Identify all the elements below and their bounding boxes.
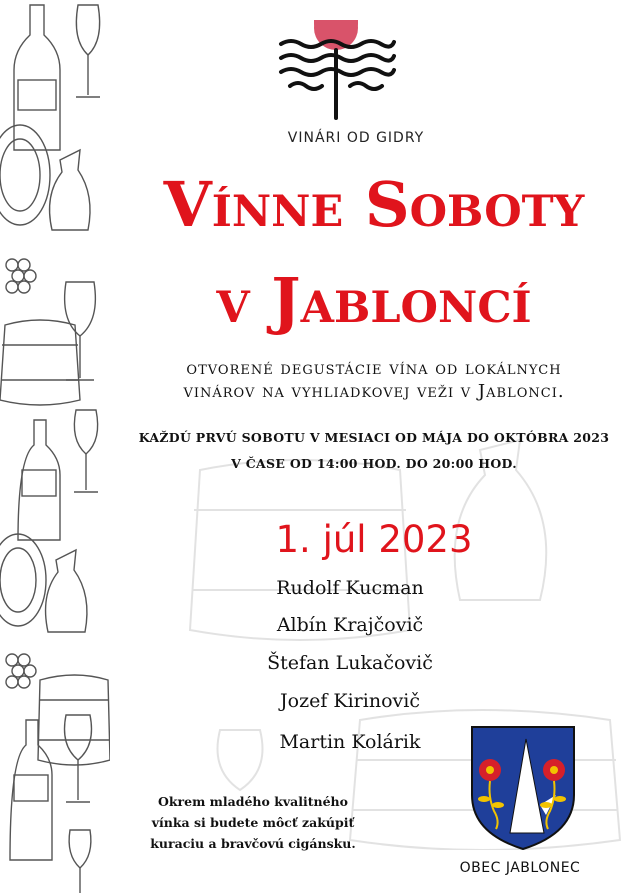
- winemaker-name: Rudolf Kucman: [276, 577, 424, 599]
- event-date: 1. júl 2023: [275, 518, 473, 561]
- winemaker-name: Albín Krajčovič: [276, 614, 424, 636]
- subtitle-line-2: vinárov na vyhliadkovej veži v Jablonci.: [183, 381, 565, 402]
- subtitle-line-1: otvorené degustácie vína od lokálnych: [186, 358, 562, 379]
- logo-brand-text: VINÁRI OD GIDRY: [287, 130, 425, 146]
- winemaker-name: Martin Kolárik: [279, 731, 421, 753]
- page-title-line-2: v Jabloncí: [216, 264, 532, 337]
- municipality-name: OBEC JABLONEC: [459, 860, 581, 876]
- vinari-logo-icon: [276, 10, 396, 120]
- coat-of-arms-icon: [470, 725, 576, 851]
- schedule-line-2: V ČASE OD 14:00 HOD. DO 20:00 HOD.: [231, 456, 517, 471]
- food-note: [118, 791, 388, 854]
- page-title-line-1: Vínne Soboty: [163, 168, 585, 241]
- food-note-line-1: Okrem mladého kvalitného: [158, 794, 348, 809]
- winemaker-name: Štefan Lukačovič: [267, 652, 433, 674]
- wine-illustration-strip: [0, 0, 110, 895]
- schedule-line-1: KAŽDÚ PRVÚ SOBOTU V MESIACI OD MÁJA DO OKTÓBRA 2023: [138, 430, 610, 445]
- winemaker-name: Jozef Kirinovič: [280, 690, 420, 712]
- food-note-line-3: kuraciu a bravčovú cigánsku.: [150, 836, 356, 851]
- food-note-line-2: vínka si budete môcť zakúpiť: [151, 815, 355, 830]
